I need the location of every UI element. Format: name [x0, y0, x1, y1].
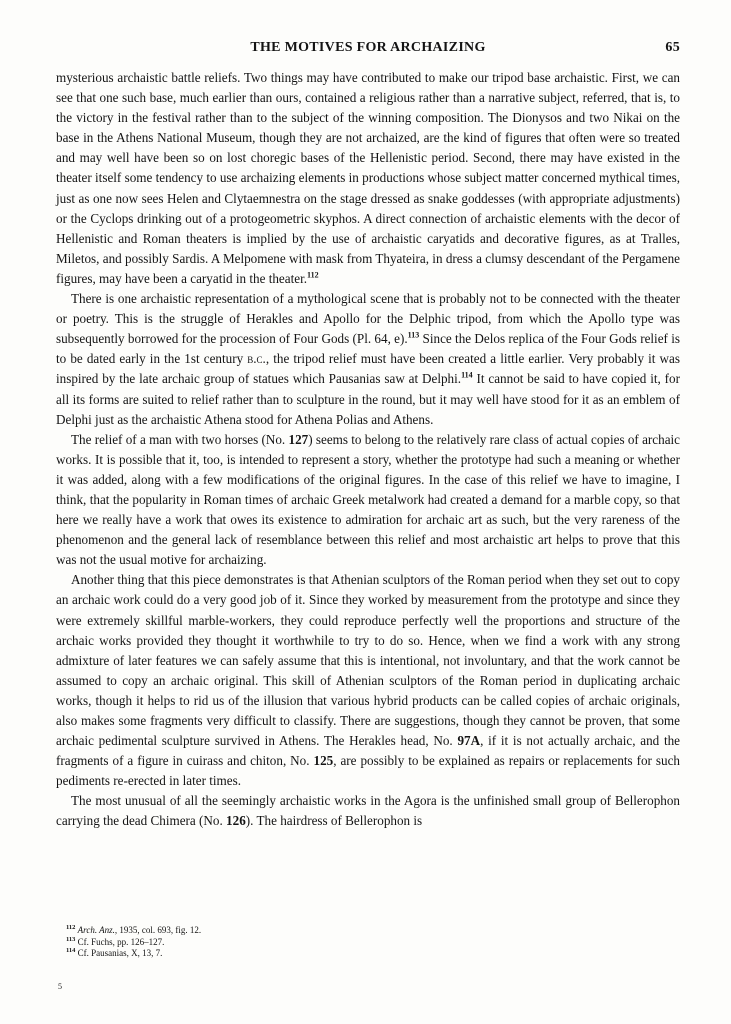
- paragraph: The relief of a man with two horses (No. 127) seems to belong to the relatively rare class of actual copies of archaic works. It is possible that it, too, is intended to represent a story, whether the prototype had such a meaning or whether it was added, along with a few modifications of the original figures. In the case of this relief we have to imagine, I think, that the popularity in Roman times of archaic Greek metalwork had created a demand for a marble copy, so that here we really have a work that owes its existence to admiration for archaic art as such, but the very rareness of the phenomenon and the general lack of resemblance between this relief and most archaistic art helps to prove that this was not the usual motive for archaizing.: [56, 431, 681, 568]
- catalog-number: 127: [288, 431, 309, 447]
- running-header: [56, 40, 680, 56]
- footnote-ref: 112: [307, 270, 319, 280]
- running-title: THE MOTIVES FOR ARCHAIZING: [250, 40, 486, 55]
- footnote-number: 112: [66, 924, 76, 931]
- footnote-ref: 114: [461, 371, 473, 381]
- footnote: $^{114}$ Cf. Pausanias, X, 13, 7.: [66, 947, 163, 958]
- paragraph: mysterious archaistic battle reliefs. Two things may have contributed to make our tripod base archaistic. First, we can see that one such base, much earlier than ours, contained a religious rather than a narrative subject, referred, that is, to the victory in the festival rather than to the subject of the winning composition. The Dionysos and two Nikai on the base in the Athens National Museum, though they are not archaized, are the kind of figures that often were so treated and may well have been so on lost choregic bases of the Hellenistic period. Second, there may have existed in the theater itself some tendency to use archaizing elements in productions whose subject matter concerned mythical times, just as one now sees Helen and Clytaemnestra on the stage dressed as snake goddesses (with appropriate adjustments) or the Cyclops drinking out of a protogeometric skyphos. A direct connection of archaistic elements with the decor of Hellenistic and Roman theaters is implied by the use of archaistic caryatids and decorative figures, as at Tralles, Miletos, and possibly Sardis. A Melpomene with mask from Thyateira, in dress a clumsy descendant of the Pergamene figures, may have been a caryatid in the theater.$^{112}$: [56, 70, 680, 286]
- footnote-number: 113: [66, 935, 76, 943]
- paragraph: Another thing that this piece demonstrates is that Athenian sculptors of the Roman period when they set out to copy an archaic work could do a very good job of it. Since they worked by measurement from the prototype and since they were extremely skillful marble-workers, they could reproduce perfectly well the proportions and structure of the archaic works provided they thought it worthwhile to try to do so. Hence, when we find a work with any strong admixture of later features we can safely assume that this is intentional, not involuntary, and that the work cannot be assumed to copy an archaic original. This skill of Athenian sculptors of the Roman period in duplicating archaic works, though it helps to rid us of the illusion that various hybrid products can be called copies of archaic originals, also makes some fragments very difficult to classify. There are suggestions, though they cannot be proven, that some archaic pedimental sculpture survived in Athens. The Herakles head, No. 97A, if it is not actually archaic, and the fragments of a figure in cuirass and chiton, No. 125, are possibly to be explained as repairs or replacements for such pediments re-erected in later times.: [56, 572, 680, 789]
- italic-title: Arch. Anz.: [77, 925, 115, 935]
- page-number: 65: [665, 40, 680, 55]
- catalog-number: 126: [226, 813, 246, 829]
- signature-mark: 5: [58, 982, 62, 991]
- catalog-number: 97A: [457, 733, 481, 749]
- footnotes: [56, 925, 680, 960]
- main-text: [56, 68, 680, 832]
- paragraph: The most unusual of all the seemingly archaistic works in the Agora is the unfinished small group of Bellerophon carrying the dead Chimera (No. 126). The hairdress of Bellerophon is: [56, 793, 680, 829]
- small-caps-text: b.c.: [247, 351, 266, 367]
- footnote-ref: 113: [407, 330, 420, 340]
- footnote: $^{113}$ Cf. Fuchs, pp. 126–127.: [66, 935, 165, 947]
- footnote-number: 114: [66, 947, 76, 954]
- footnote: $^{112}$ Arch. Anz., 1935, col. 693, fig. 12.: [66, 924, 202, 935]
- paragraph: There is one archaistic representation of a mythological scene that is probably not to be connected with the theater or poetry. This is the struggle of Herakles and Apollo for the Delphic tripod, from which the Apollo type was subsequently borrowed for the procession of Four Gods (Pl. 64, e).$^{113}$ Since the Delos replica of the Four Gods relief is to be dated early in the 1st century b.c., the tripod relief must have been created a little earlier. Very probably it was inspired by the late archaic group of statues which Pausanias saw at Delphi.$^{114}$ It cannot be said to have copied it, for all its forms are suited to relief rather than to sculpture in the round, but it may well have stood for it as an emblem of Delphi just as the archaistic Athena stood for Athena Polias and Athens.: [56, 291, 681, 427]
- catalog-number: 125: [313, 753, 334, 769]
